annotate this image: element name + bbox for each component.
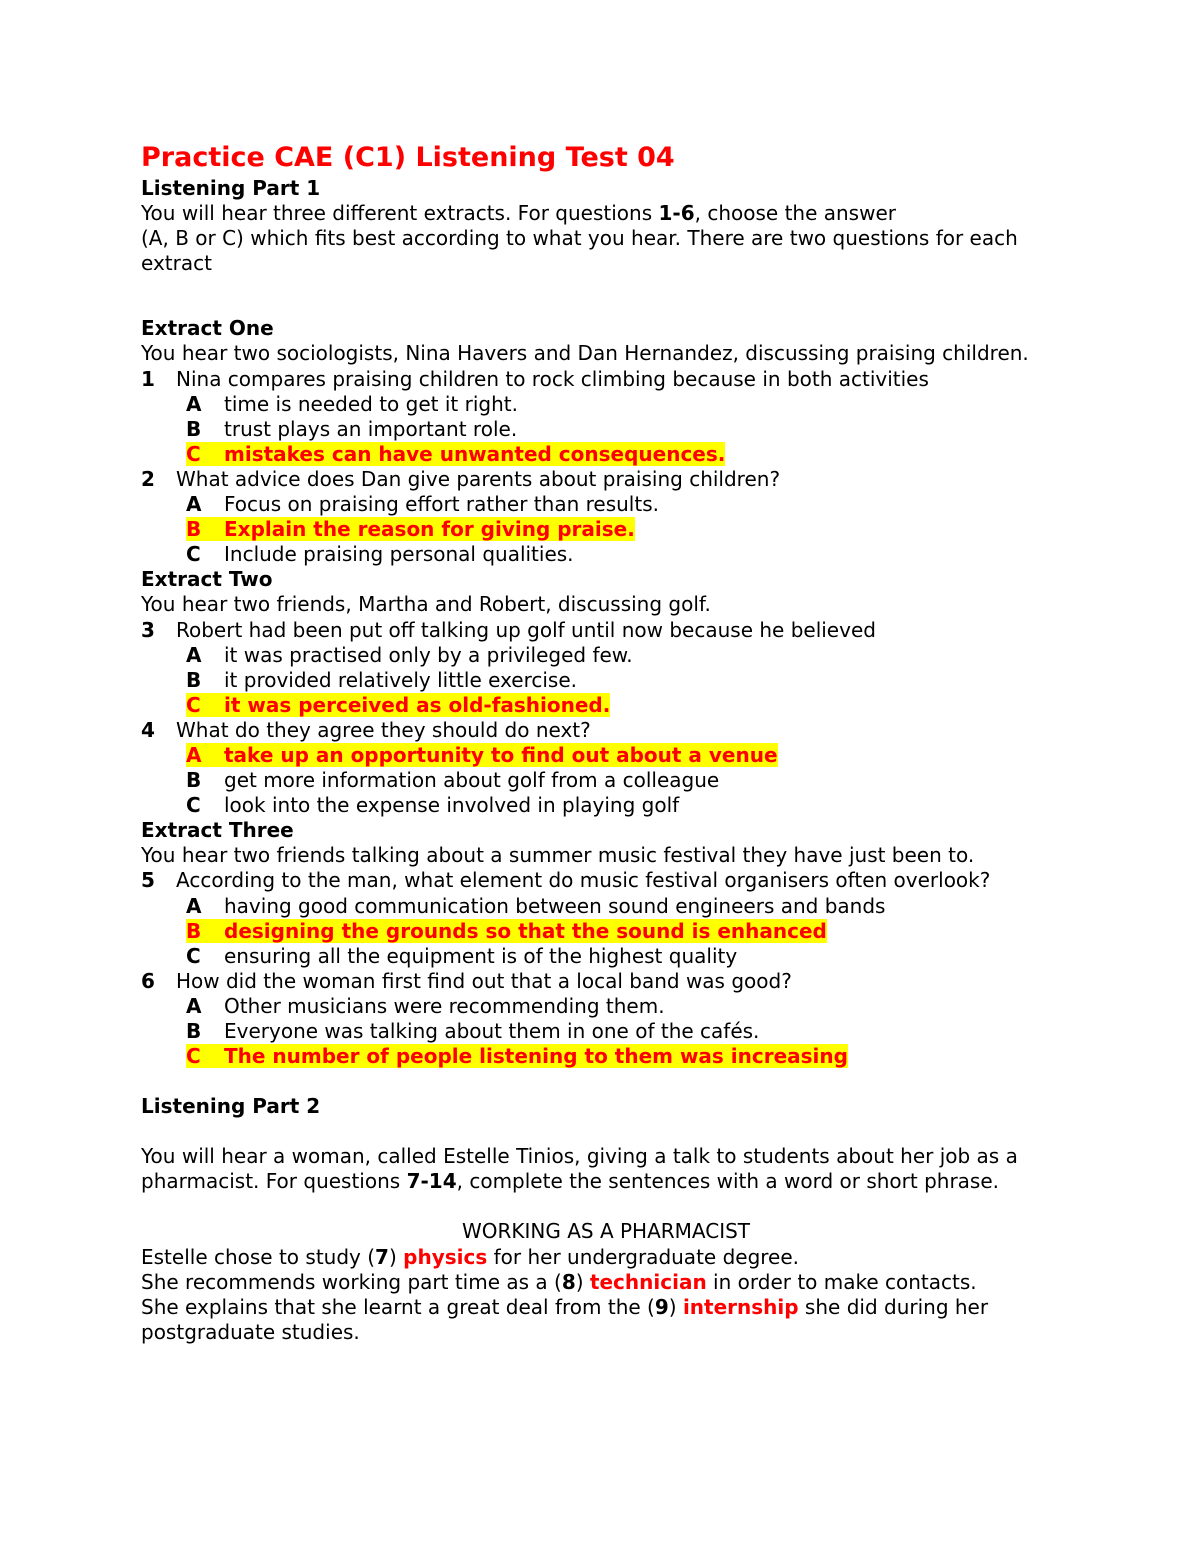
highlighted-answer — [186, 442, 725, 466]
option-letter: B — [186, 918, 202, 943]
option-letter: A — [186, 742, 202, 767]
option-letter: A — [186, 993, 202, 1018]
question-text: How did the woman first find out that a local band was good? — [176, 968, 792, 993]
option-text: Focus on praising effort rather than results. — [224, 492, 659, 517]
option-text: trust plays an important role. — [224, 416, 518, 441]
option-text: take up an opportunity to find out about a venue — [224, 742, 778, 767]
option-5a — [141, 894, 1071, 919]
question-4 — [141, 718, 1071, 743]
option-3b — [141, 668, 1071, 693]
highlighted-answer — [186, 693, 610, 717]
extract-two-intro: You hear two friends, Martha and Robert, discussing golf. — [141, 592, 711, 617]
sentence-text: in order to make contacts. — [706, 1269, 977, 1294]
option-letter: C — [186, 1044, 201, 1069]
sentence-text: She explains that she learnt a great deal from the ( — [141, 1294, 655, 1319]
spacer — [141, 1069, 1071, 1094]
option-letter: C — [186, 793, 201, 818]
question-number: 1 — [141, 366, 155, 391]
option-1c-answer — [141, 442, 1071, 467]
sentence-text: Estelle chose to study ( — [141, 1244, 376, 1269]
sentence-text: for her undergraduate degree. — [487, 1244, 800, 1269]
part2-instr-b: , complete the sentences with a word or short phrase. — [456, 1169, 1000, 1194]
option-letter: C — [186, 943, 201, 968]
option-4b — [141, 768, 1071, 793]
question-text: Robert had been put off talking up golf until now because he believed — [176, 617, 876, 642]
part2-question-range: 7-14 — [406, 1169, 457, 1194]
question-2 — [141, 467, 1071, 492]
question-text: What do they agree they should do next? — [176, 717, 591, 742]
part2-heading: Listening Part 2 — [141, 1094, 321, 1119]
answer-word: internship — [682, 1294, 799, 1319]
option-letter: B — [186, 768, 202, 793]
sentence-text: ) — [388, 1244, 404, 1269]
spacer — [141, 1194, 1071, 1219]
option-4c — [141, 793, 1071, 818]
option-text: get more information about golf from a colleague — [224, 768, 720, 793]
part1-instr-b: , choose the answer — [694, 201, 896, 226]
option-2c — [141, 542, 1071, 567]
document-title: Practice CAE (C1) Listening Test 04 — [141, 142, 675, 173]
option-letter: A — [186, 642, 202, 667]
part1-instructions — [141, 201, 1071, 226]
extract-three-intro: You hear two friends talking about a summer music festival they have just been to. — [141, 843, 975, 868]
highlighted-answer — [186, 743, 778, 767]
option-letter: A — [186, 893, 202, 918]
question-number: 7 — [375, 1244, 389, 1269]
question-5 — [141, 868, 1071, 893]
question-3 — [141, 618, 1071, 643]
option-text: it was perceived as old-fashioned. — [224, 692, 611, 717]
option-3a — [141, 643, 1071, 668]
part1-instructions-cont: (A, B or C) which fits best according to what you hear. There are two questions for each extract — [141, 226, 1018, 276]
option-1a — [141, 392, 1071, 417]
sentence-text: she did during her postgraduate studies. — [141, 1294, 989, 1344]
question-1 — [141, 367, 1071, 392]
answer-word: physics — [403, 1244, 488, 1269]
answer-word: technician — [589, 1269, 707, 1294]
option-text: Other musicians were recommending them. — [224, 993, 665, 1018]
question-number: 3 — [141, 617, 155, 642]
question-text: According to the man, what element do music festival organisers often overlook? — [176, 868, 991, 893]
spacer — [141, 276, 1071, 316]
option-text: having good communication between sound engineers and bands — [224, 893, 886, 918]
question-number: 9 — [654, 1294, 669, 1319]
option-1b — [141, 417, 1071, 442]
part2-instr-a: You will hear a woman, called Estelle Tinios, giving a talk to students about her job as a pharmacist. For questions — [141, 1144, 1018, 1194]
option-2b-answer — [141, 517, 1071, 542]
option-text: it was practised only by a privileged few. — [224, 642, 633, 667]
option-text: Include praising personal qualities. — [224, 542, 574, 567]
option-6a — [141, 994, 1071, 1019]
option-letter: B — [186, 416, 202, 441]
sentence-text: She recommends working part time as a ( — [141, 1269, 562, 1294]
option-letter: B — [186, 517, 202, 542]
sentence-9 — [141, 1295, 1071, 1345]
sentence-text: ) — [575, 1269, 590, 1294]
extract-one-intro: You hear two sociologists, Nina Havers and Dan Hernandez, discussing praising children. — [141, 341, 1029, 366]
extract-one-heading: Extract One — [141, 316, 274, 341]
part1-question-range: 1-6 — [658, 201, 695, 226]
extract-three-heading: Extract Three — [141, 818, 294, 843]
highlighted-answer — [186, 517, 635, 541]
highlighted-answer — [186, 919, 827, 943]
option-text: Explain the reason for giving praise. — [224, 517, 635, 542]
option-3c-answer — [141, 693, 1071, 718]
part1-heading: Listening Part 1 — [141, 176, 321, 200]
question-number: 2 — [141, 466, 155, 491]
option-text: mistakes can have unwanted consequences. — [224, 441, 726, 466]
option-6c-answer — [141, 1044, 1071, 1069]
option-letter: C — [186, 441, 201, 466]
extract-two-heading: Extract Two — [141, 567, 273, 592]
sentence-7 — [141, 1245, 1071, 1270]
option-text: The number of people listening to them was increasing — [224, 1044, 848, 1069]
part2-subtitle: WORKING AS A PHARMACIST — [461, 1219, 751, 1244]
option-letter: B — [186, 1019, 202, 1043]
option-text: time is needed to get it right. — [224, 391, 518, 416]
option-6b — [141, 1019, 1071, 1044]
question-text: Nina compares praising children to rock climbing because in both activities — [176, 366, 929, 391]
option-text: look into the expense involved in playing golf — [224, 793, 680, 818]
question-text: What advice does Dan give parents about praising children? — [176, 466, 781, 491]
option-text: it provided relatively little exercise. — [224, 667, 578, 692]
option-5c — [141, 944, 1071, 969]
option-letter: A — [186, 391, 202, 416]
option-letter: B — [186, 667, 202, 692]
question-number: 8 — [561, 1269, 576, 1294]
option-letter: C — [186, 542, 201, 567]
part2-instructions — [141, 1144, 1071, 1194]
question-number: 6 — [141, 968, 155, 993]
document-page — [141, 140, 1071, 1345]
option-2a — [141, 492, 1071, 517]
option-letter: C — [186, 692, 201, 717]
sentence-text: ) — [668, 1294, 683, 1319]
part1-instr-a: You will hear three different extracts. For questions — [141, 201, 659, 226]
sentence-8 — [141, 1270, 1071, 1295]
option-text: designing the grounds so that the sound is enhanced — [224, 918, 827, 943]
spacer — [141, 1119, 1071, 1144]
question-6 — [141, 969, 1071, 994]
question-number: 4 — [141, 717, 155, 742]
question-number: 5 — [141, 868, 155, 893]
option-4a-answer — [141, 743, 1071, 768]
option-letter: A — [186, 492, 202, 517]
option-5b-answer — [141, 919, 1071, 944]
highlighted-answer — [186, 1044, 848, 1068]
option-text: ensuring all the equipment is of the highest quality — [224, 943, 738, 968]
option-text: Everyone was talking about them in one of the cafés. — [224, 1019, 760, 1043]
